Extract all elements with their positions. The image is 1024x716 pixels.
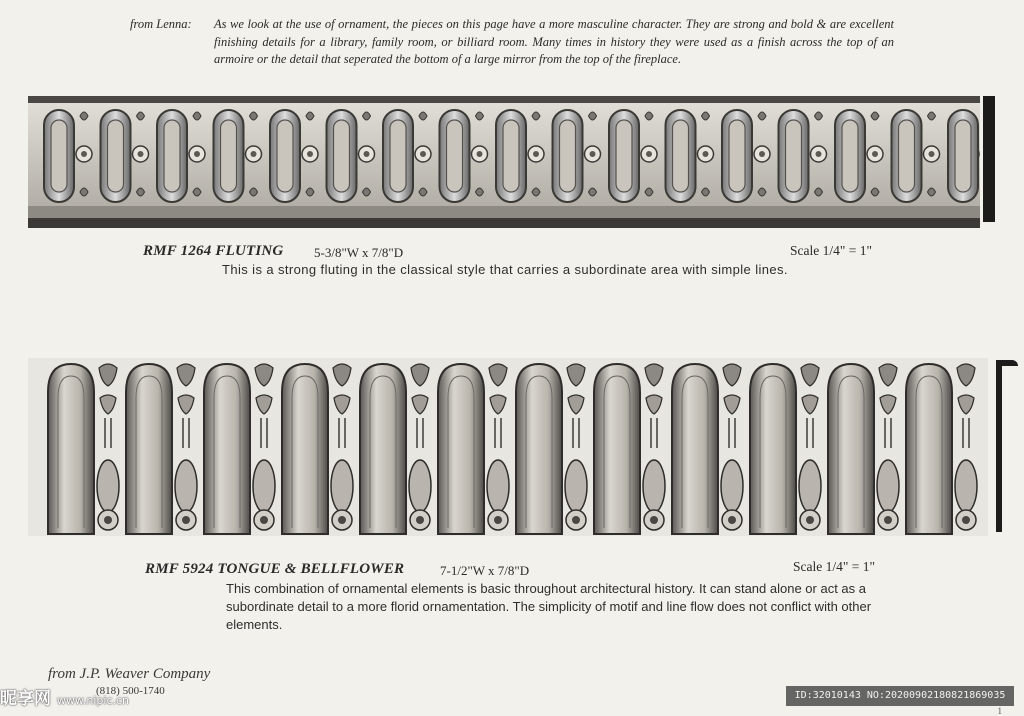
tongue-motif: [204, 364, 250, 534]
tongue-motif: [282, 364, 328, 534]
product-1-description: This is a strong fluting in the classical style that carries a subordinate area with simple lines.: [222, 262, 788, 277]
company-phone: (818) 500-1740: [96, 685, 165, 697]
site-watermark: [0, 684, 129, 709]
watermark-url: www.nipic.cn: [56, 694, 130, 707]
tongue-profile-cap: [996, 360, 1018, 366]
tongue-motif: [48, 364, 94, 534]
tongue-motif: [750, 364, 796, 534]
fluting-profile-end: [983, 96, 995, 222]
tongue-motif: [360, 364, 406, 534]
company-credit: from J.P. Weaver Company: [48, 666, 211, 682]
tongue-profile-end: [996, 360, 1002, 532]
tongue-motif: [594, 364, 640, 534]
product-1-dimensions: 5-3/8"W x 7/8"D: [314, 245, 404, 260]
flute-loop: [948, 110, 980, 202]
watermark-site: 昵享网: [0, 689, 51, 709]
image-id-bar: ID:32010143 NO:20200902180821869035: [786, 686, 1014, 706]
tongue-motif: [126, 364, 172, 534]
tongue-motif: [906, 364, 952, 534]
tongue-motif: [516, 364, 562, 534]
product-2-description: This combination of ornamental elements is basic throughout architectural history. It can stand alone or act as a subordinate detail to a more florid ornamentation. The simplicity of motif and line flow does not conflict with other elements.: [226, 581, 872, 632]
product-1-scale: Scale 1/4" = 1": [790, 243, 872, 258]
tongue-motif: [828, 364, 874, 534]
product-2-scale: Scale 1/4" = 1": [793, 559, 875, 574]
tongue-motif: [438, 364, 484, 534]
intro-lead: from Lenna:: [130, 17, 192, 31]
product-2-dimensions: 7-1/2"W x 7/8"D: [440, 563, 530, 578]
tongue-bellflower-moulding-illustration: [28, 358, 988, 536]
tongue-motif: [672, 364, 718, 534]
fluting-moulding-illustration: [28, 96, 980, 228]
product-1-title: RMF 1264 FLUTING: [143, 243, 284, 259]
product-2-title: RMF 5924 TONGUE & BELLFLOWER: [145, 561, 405, 577]
page-number: 1: [997, 706, 1002, 716]
intro-text: As we look at the use of ornament, the pieces on this page have a more masculine character. They are strong and bold & are excellent finishing details for a library, family room, or billiard room. Many times in history they were used as a finish across the top of an armoire or the detail that seperated the bottom of a large mirror from the top of the fireplace.: [214, 17, 894, 66]
